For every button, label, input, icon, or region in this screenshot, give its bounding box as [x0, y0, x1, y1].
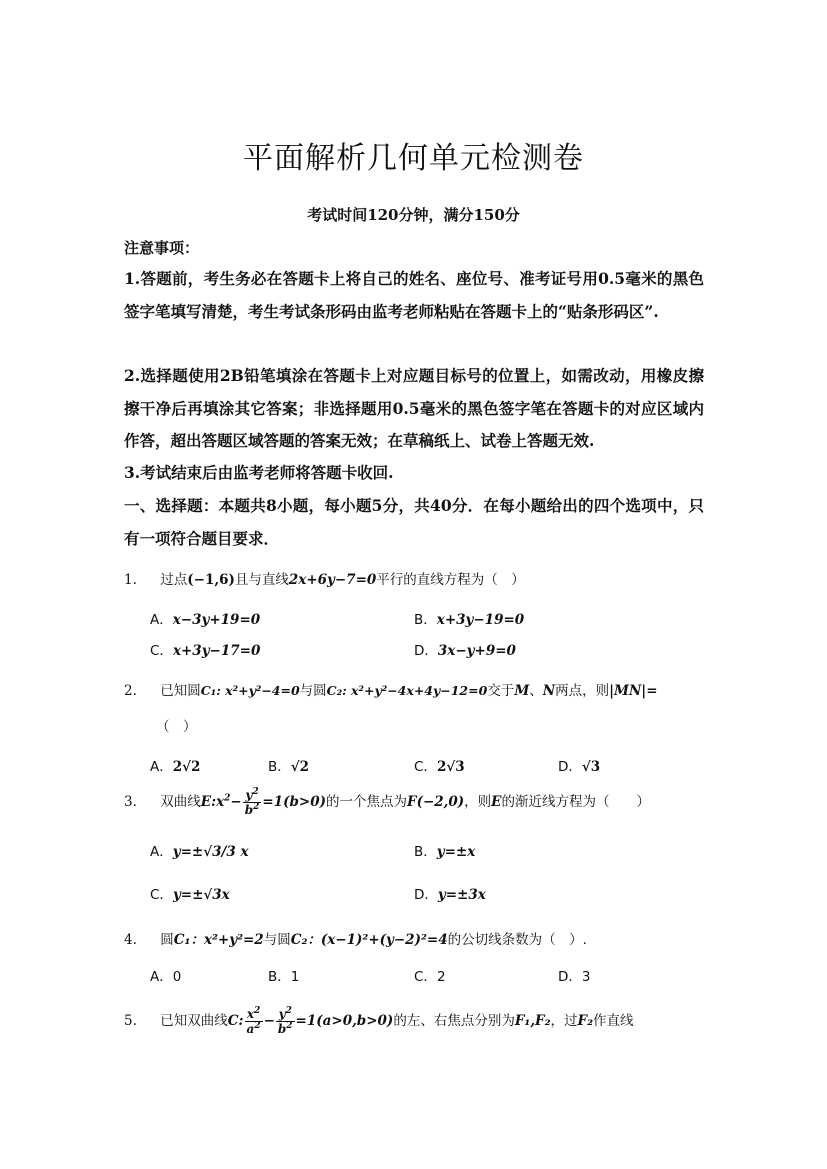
- question-5: 5. 已知双曲线C: $\frac{x^2}{a^2}$ − $\frac{y^2}{b^2}$ =1(a>0,b>0)的左、右焦点分别为F₁,F₂，过F₂作直线: [124, 1006, 634, 1036]
- option-label: A．: [150, 969, 173, 985]
- option-a: [150, 608, 260, 628]
- option-d: [558, 755, 600, 775]
- section-heading: 一、选择题：本题共8小题，每小题5分，共40分．在每小题给出的四个选项中，只有一项符合题目要求．: [124, 496, 704, 548]
- question-text: 作直线: [593, 1013, 634, 1030]
- option-label: B．: [268, 969, 291, 985]
- option-math: y=±√3/3 x: [172, 844, 249, 860]
- option-d: [414, 639, 516, 659]
- question-number: 4.: [124, 932, 137, 948]
- page-title: 平面解析几何单元检测卷: [243, 141, 584, 176]
- option-label: C．: [414, 759, 437, 775]
- option-math: 0: [172, 969, 182, 985]
- question-text: 、: [529, 683, 543, 699]
- math-point-m: M: [514, 683, 530, 699]
- option-math: y=±√3x: [172, 887, 230, 903]
- math-f2: F₂: [577, 1013, 594, 1030]
- option-math: √3: [581, 759, 601, 775]
- exam-duration-subtitle: 考试时间120分钟，满分150分: [307, 206, 520, 224]
- notes-heading: 注意事项：: [124, 239, 200, 257]
- note-item-2: 2.选择题使用2B铅笔填涂在答题卡上对应题目标号的位置上，如需改动，用橡皮擦擦干净后再填涂其它答案；非选择题用0.5毫米的黑色签字笔在答题卡的对应区域内作答，超出答题区域答题的答案无效；在草稿纸上、试卷上答题无效.: [124, 366, 704, 450]
- option-math: x−3y+19=0: [172, 612, 261, 628]
- option-label: B．: [268, 759, 291, 775]
- question-text: 的左、右焦点分别为: [393, 1013, 515, 1030]
- question-text: 过点: [160, 572, 188, 588]
- option-math: 3x−y+9=0: [437, 643, 516, 659]
- option-math: 2√2: [172, 759, 201, 775]
- math-focus: F(−2,0): [407, 794, 465, 811]
- option-label: A．: [150, 844, 173, 860]
- math-equation-2: (x−1)²+(y−2)²=4: [320, 932, 448, 948]
- option-math: y=±x: [436, 844, 476, 860]
- option-label: B．: [414, 612, 437, 628]
- option-b: [268, 965, 299, 985]
- option-c: [150, 883, 230, 903]
- question-2: [124, 679, 658, 699]
- question-text: ，过: [550, 1013, 578, 1030]
- math-circle-c1: C₁: x²+y²−4=0: [200, 683, 300, 698]
- option-a: [150, 755, 200, 775]
- math-e: E: [491, 794, 502, 811]
- question-1: [124, 568, 525, 588]
- math-fraction: $\frac{y^2}{b^2}$: [244, 787, 260, 817]
- math-point: (−1,6): [187, 572, 235, 588]
- option-b: [268, 755, 309, 775]
- math-circle-c2: C₂：: [290, 932, 321, 948]
- option-d: [414, 883, 486, 903]
- option-a: [150, 840, 249, 860]
- option-math: 3: [581, 969, 591, 985]
- question-number: 5.: [124, 1013, 137, 1030]
- question-text: 的一个焦点为: [326, 794, 407, 811]
- question-text: 的渐近线方程为（ ）: [501, 794, 650, 811]
- option-label: B．: [414, 844, 437, 860]
- question-text: 已知圆: [160, 683, 201, 699]
- question-text: 且与直线: [234, 572, 289, 588]
- question-text: 交于: [487, 683, 515, 699]
- option-c: [414, 965, 446, 985]
- question-number: 2.: [124, 683, 137, 699]
- math-circle-c2: C₂: x²+y²−4x+4y−12=0: [326, 683, 488, 698]
- option-math: x+3y−17=0: [172, 643, 261, 659]
- math-chord-length: |MN|=: [609, 683, 658, 699]
- option-math: 1: [290, 969, 300, 985]
- option-math: √2: [290, 759, 310, 775]
- option-label: A．: [150, 759, 173, 775]
- question-text: ，则: [464, 794, 492, 811]
- question-text: 已知双曲线: [160, 1013, 228, 1030]
- math-hyperbola-label: C:: [227, 1013, 244, 1030]
- math-hyperbola-x2: $x^2-$: [216, 793, 242, 811]
- note-item-3: 3.考试结束后由监考老师将答题卡收回.: [124, 463, 394, 482]
- math-foci: F₁,F₂: [514, 1013, 551, 1030]
- option-math: 2√3: [436, 759, 465, 775]
- question-3: [124, 788, 650, 816]
- answer-blank: （ ）: [156, 719, 197, 735]
- option-b: [414, 608, 524, 628]
- option-math: x+3y−19=0: [436, 612, 525, 628]
- question-text: 与圆: [299, 683, 327, 699]
- option-a: [150, 965, 181, 985]
- option-c: [414, 755, 465, 775]
- question-text: 与圆: [263, 932, 291, 948]
- question-4: [124, 928, 587, 948]
- math-fraction: $\frac{x^2}{a^2}$: [246, 1006, 261, 1036]
- math-line: 2x+6y−7=0: [288, 572, 377, 588]
- math-hyperbola-label: E:: [200, 794, 217, 811]
- math-condition: =1(b>0): [262, 794, 326, 811]
- option-label: A．: [150, 612, 173, 628]
- question-text: 平行的直线方程为（ ）: [376, 572, 525, 588]
- option-label: C．: [150, 643, 173, 659]
- option-math: y=±3x: [437, 887, 486, 903]
- option-b: [414, 840, 475, 860]
- question-number: 1.: [124, 572, 137, 588]
- question-text: 两点，则: [555, 683, 610, 699]
- option-label: D．: [558, 759, 582, 775]
- option-label: C．: [150, 887, 173, 903]
- option-label: D．: [414, 887, 438, 903]
- question-text: 圆: [160, 932, 174, 948]
- math-fraction: $\frac{y^2}{b^2}$: [277, 1006, 293, 1036]
- option-c: [150, 639, 260, 659]
- question-text: 的公切线条数为（ ）.: [447, 932, 587, 948]
- note-item-1: 1.答题前，考生务必在答题卡上将自己的姓名、座位号、准考证号用0.5毫米的黑色签字笔填写清楚，考生考试条形码由监考老师粘贴在答题卡上的“贴条形码区”.: [124, 269, 704, 321]
- option-label: D．: [558, 969, 582, 985]
- question-text: 双曲线: [160, 794, 201, 811]
- option-math: 2: [436, 969, 446, 985]
- math-point-n: N: [542, 683, 556, 699]
- math-equation-1: x²+y²=2: [203, 932, 264, 948]
- option-label: C．: [414, 969, 437, 985]
- question-number: 3.: [124, 794, 137, 811]
- option-d: [558, 965, 591, 985]
- math-circle-c1: C₁：: [173, 932, 204, 948]
- option-label: D．: [414, 643, 438, 659]
- math-condition: =1(a>0,b>0): [295, 1013, 394, 1030]
